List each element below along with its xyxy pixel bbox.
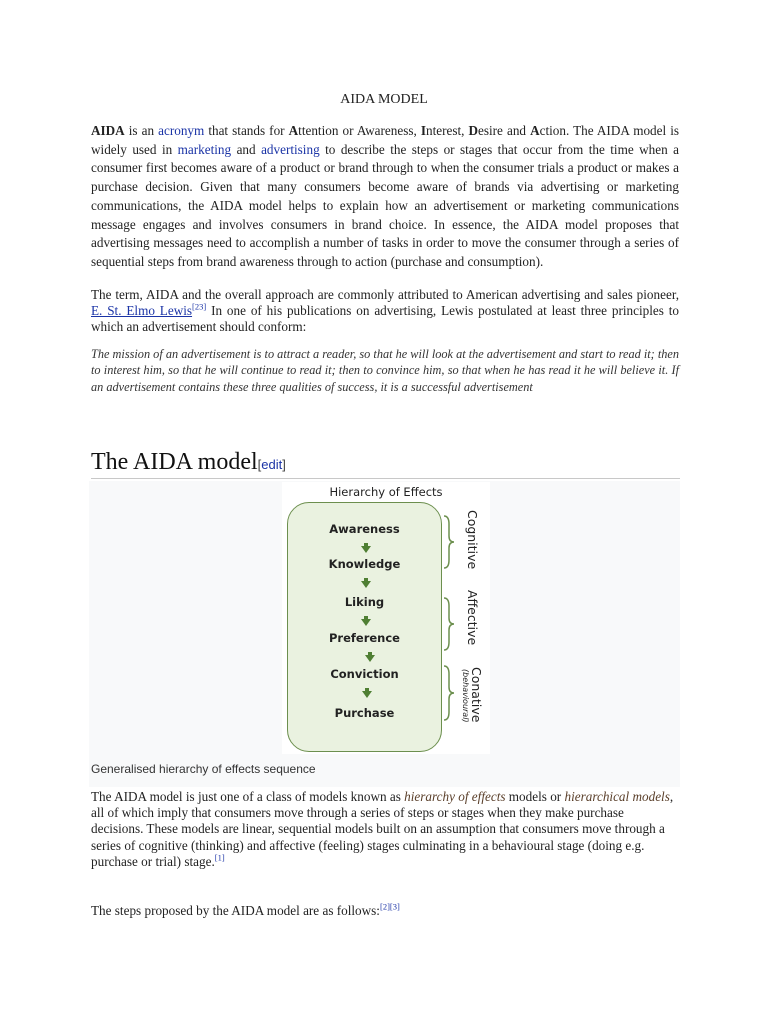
text: The AIDA model is just one of a class of models known as bbox=[91, 789, 405, 804]
diagram-title: Hierarchy of Effects bbox=[329, 485, 443, 499]
text: In one of his publications on advertising, Lewis postulated at least three principles to which an advertisement should conform: bbox=[91, 303, 679, 335]
step-preference: Preference bbox=[329, 631, 400, 645]
down-arrow-icon bbox=[362, 691, 372, 698]
edit-section bbox=[258, 457, 286, 472]
label-cognitive: Cognitive bbox=[465, 510, 480, 570]
step-knowledge: Knowledge bbox=[328, 557, 401, 571]
ref-1[interactable]: [1] bbox=[214, 852, 225, 863]
lewis-paragraph bbox=[91, 287, 679, 336]
text: ction. The AIDA model is widely used in bbox=[91, 123, 680, 157]
letter-i: I bbox=[420, 123, 426, 138]
hierarchy-diagram bbox=[282, 482, 490, 754]
label-affective: Affective bbox=[465, 590, 480, 646]
bracket: [ bbox=[257, 457, 262, 472]
label-behavioural: (behavioural) bbox=[461, 669, 470, 723]
bracket: ] bbox=[282, 457, 286, 472]
ref-2-3[interactable]: [2][3] bbox=[379, 901, 400, 912]
figure-caption: Generalised hierarchy of effects sequence bbox=[91, 762, 316, 776]
brace-icon bbox=[442, 596, 456, 652]
letter-d: D bbox=[468, 123, 479, 138]
text: and bbox=[231, 141, 262, 157]
aida-term: AIDA bbox=[91, 123, 125, 138]
page-title: AIDA MODEL bbox=[340, 92, 428, 107]
acronym-link[interactable]: acronym bbox=[158, 123, 205, 138]
text: The steps proposed by the AIDA model are as follows: bbox=[91, 903, 380, 918]
down-arrow-icon bbox=[361, 546, 371, 553]
text: nterest, bbox=[425, 123, 469, 138]
step-awareness: Awareness bbox=[329, 522, 400, 536]
hierarchy-paragraph bbox=[91, 789, 679, 870]
section-heading bbox=[91, 449, 286, 476]
text: is an bbox=[124, 123, 159, 138]
down-arrow-icon bbox=[365, 655, 375, 662]
heading-text: The AIDA model bbox=[91, 449, 258, 475]
brace-icon bbox=[442, 514, 456, 570]
step-purchase: Purchase bbox=[334, 706, 395, 720]
step-conviction: Conviction bbox=[330, 667, 399, 681]
down-arrow-icon bbox=[361, 581, 371, 588]
text: ttention or Awareness, bbox=[298, 123, 421, 138]
text: models or bbox=[505, 789, 565, 804]
advertising-link[interactable]: advertising bbox=[261, 141, 320, 157]
hierarchical-models-term: hierarchical models bbox=[564, 789, 670, 804]
steps-intro bbox=[91, 903, 400, 919]
intro-paragraph bbox=[91, 122, 679, 272]
letter-a2: A bbox=[530, 123, 540, 138]
text: esire and bbox=[478, 123, 531, 138]
label-conative: Conative bbox=[469, 667, 484, 723]
down-arrow-icon bbox=[361, 619, 371, 626]
brace-icon bbox=[442, 664, 456, 722]
section-divider bbox=[91, 478, 680, 479]
text: , all of which imply that consumers move through a series of steps or stages when they make purchase decisions. These models are linear, sequential models built on an assumption that consumers move through a series of cognitive (thinking) and affective (feeling) stages culminating in a behavioural stage (doing e.g. purchase or trial) stage. bbox=[91, 789, 674, 869]
hierarchy-of-effects-term: hierarchy of effects bbox=[404, 789, 506, 804]
text: that stands for bbox=[204, 123, 289, 138]
lewis-quote: The mission of an advertisement is to attract a reader, so that he will look at the advertisement and start to read it; then to interest him, so that he will continue to read it; then to convince him, so that when he has read it he will believe it. If an advertisement contains these three qualities of success, it is a successful advertisement bbox=[91, 347, 679, 394]
edit-link[interactable]: edit bbox=[261, 457, 283, 472]
ref-23[interactable]: [23] bbox=[192, 301, 207, 312]
text: to describe the steps or stages that occur from the time when a consumer first becomes aware of a product or brand through to when the consumer trials a product or makes a purchase decision. Given that many consumers become aware of brands via advertising or marketing communications, the AIDA model helps to explain how an advertisement or marketing communications message engages and involves consumers in brand choice. In essence, the AIDA model proposes that advertising messages need to accomplish a number of tasks in order to move the consumer through a series of sequential steps from brand awareness through to action (purchase and consumption). bbox=[91, 141, 679, 269]
marketing-link[interactable]: marketing bbox=[177, 141, 232, 157]
step-liking: Liking bbox=[344, 595, 385, 609]
letter-a: A bbox=[288, 123, 299, 138]
text: The term, AIDA and the overall approach are commonly attributed to American advertising and sales pioneer, bbox=[91, 287, 679, 302]
lewis-link[interactable]: E. St. Elmo Lewis bbox=[91, 303, 193, 319]
